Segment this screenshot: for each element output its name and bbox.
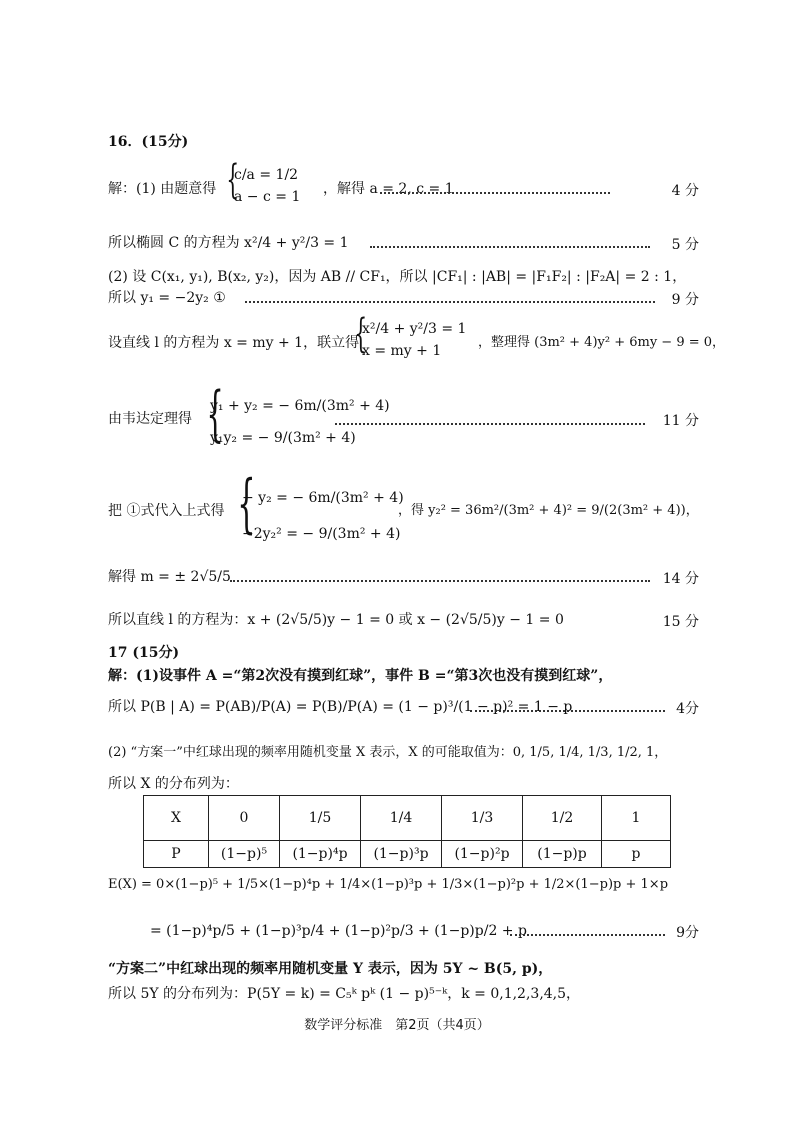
q16-l6-system	[210, 390, 390, 454]
table-cell: 1/4	[361, 796, 442, 841]
dot-leader	[370, 246, 650, 248]
brace: {	[354, 311, 368, 357]
q16-l1-result: ，解得 a = 2, c = 1	[323, 181, 454, 197]
q16-line1	[108, 157, 699, 220]
table-cell: P	[144, 841, 209, 868]
q16-l7-suffix: ，得 y₂² = 36m²/(3m² + 4)² = 9/(2(3m² + 4))，	[398, 503, 699, 518]
q17-line8: 所以 5Y 的分布列为：P(5Y = k) = C₅ᵏ pᵏ (1 − p)⁵⁻ᵏ，k = 0,1,2,3,4,5，	[108, 986, 581, 1002]
q16-l6-prefix: 由韦达定理得	[108, 411, 192, 427]
q16-l5-prefix: 设直线 l 的方程为 x = my + 1，联立得	[108, 335, 360, 351]
table-cell: 1/2	[523, 796, 602, 841]
table-cell: (1−p)⁵	[209, 841, 280, 868]
q16-line5	[108, 311, 726, 372]
system-row: y₁ + y₂ = − 6m/(3m² + 4)	[210, 398, 390, 414]
system-row: a − c = 1	[234, 189, 301, 205]
table-cell: 1	[602, 796, 671, 841]
q16-score-11: 11 分	[662, 413, 699, 429]
table-cell: (1−p)³p	[361, 841, 442, 868]
dot-leader	[510, 934, 665, 936]
dot-leader	[335, 423, 645, 425]
q16-heading: 16．(15分)	[108, 134, 189, 150]
table-cell: (1−p)p	[523, 841, 602, 868]
table-cell: p	[602, 841, 671, 868]
q16-l7-system	[242, 480, 404, 552]
q16-line3: (2) 设 C(x₁, y₁), B(x₂, y₂)，因为 AB // CF₁，所以 |CF₁| : |AB| = |F₁F₂| : |F₂A| = 2 : 1，	[108, 269, 687, 285]
q16-line2: 所以椭圆 C 的方程为 x²/4 + y²/3 = 1	[108, 235, 349, 251]
q16-line8: 解得 m = ± 2√5/5	[108, 569, 231, 585]
dot-leader	[245, 301, 655, 303]
q17-heading: 17 (15分)	[108, 645, 180, 661]
table-row	[144, 796, 671, 841]
q17-line5: E(X) = 0×(1−p)⁵ + 1/5×(1−p)⁴p + 1/4×(1−p)³p + 1/3×(1−p)²p + 1/2×(1−p)p + 1×p	[108, 877, 669, 892]
dot-leader	[380, 192, 610, 194]
dot-leader	[230, 580, 650, 582]
system-row: y₁y₂ = − 9/(3m² + 4)	[210, 430, 356, 446]
q17-line1: 解：(1)设事件 A =“第2次没有摸到红球”，事件 B =“第3次也没有摸到红球”，	[108, 668, 613, 684]
q16-l1-system	[234, 164, 300, 208]
dot-leader	[470, 710, 665, 712]
q17-score-4: 4分	[676, 701, 699, 717]
q16-l5-suffix: ，整理得 (3m² + 4)y² + 6my − 9 = 0，	[478, 335, 726, 350]
q16-l1-prefix: 解：(1) 由题意得	[108, 181, 217, 197]
distribution-table	[143, 795, 671, 868]
q16-line4: 所以 y₁ = −2y₂ ①	[108, 290, 226, 306]
table-cell: 0	[209, 796, 280, 841]
system-row: x²/4 + y²/3 = 1	[362, 321, 467, 337]
table-row	[144, 841, 671, 868]
table-cell: 1/5	[280, 796, 361, 841]
system-row: −2y₂² = − 9/(3m² + 4)	[242, 526, 401, 542]
q17-score-9: 9分	[676, 925, 699, 941]
q16-line9: 所以直线 l 的方程为：x + (2√5/5)y − 1 = 0 或 x − (2√5/5)y − 1 = 0	[108, 612, 564, 628]
q17-line6: = (1−p)⁴p/5 + (1−p)³p/4 + (1−p)²p/3 + (1−p)p/2 + p	[150, 923, 527, 939]
table-cell: (1−p)⁴p	[280, 841, 361, 868]
q16-score-15: 15 分	[662, 614, 699, 630]
page-footer: 数学评分标准 第2页（共4页）	[304, 1018, 490, 1033]
system-row: − y₂ = − 6m/(3m² + 4)	[242, 490, 404, 506]
system-row: c/a = 1/2	[234, 167, 299, 183]
brace: {	[206, 379, 224, 449]
q17-line4: 所以 X 的分布列为：	[108, 776, 239, 792]
q16-line6	[108, 379, 699, 460]
table-cell: 1/3	[442, 796, 523, 841]
q17-line2: 所以 P(B | A) = P(AB)/P(A) = P(B)/P(A) = (1 − p)³/(1 − p)² = 1 − p	[108, 699, 573, 715]
system-row: x = my + 1	[362, 343, 442, 359]
table-cell: X	[144, 796, 209, 841]
q16-line7	[108, 466, 699, 554]
q16-l5-system	[362, 318, 466, 362]
q16-score-4: 4 分	[671, 183, 699, 199]
q17-line3: (2) “方案一”中红球出现的频率用随机变量 X 表示，X 的可能取值为：0, 1/5, 1/4, 1/3, 1/2, 1，	[108, 745, 668, 760]
q16-score-14: 14 分	[662, 571, 699, 587]
q16-l7-prefix: 把 ①式代入上式得	[108, 503, 225, 519]
q17-line7: “方案二”中红球出现的频率用随机变量 Y 表示，因为 5Y ~ B(5, p)，	[108, 961, 553, 977]
q16-score-9: 9 分	[671, 292, 699, 308]
brace: {	[237, 467, 256, 541]
q16-score-5: 5 分	[671, 237, 699, 253]
table-cell: (1−p)²p	[442, 841, 523, 868]
brace: {	[226, 157, 240, 203]
